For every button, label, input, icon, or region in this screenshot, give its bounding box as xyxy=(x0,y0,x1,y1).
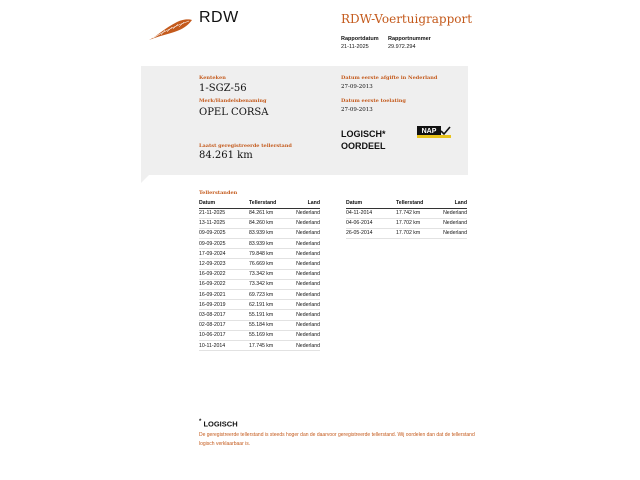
cell-reading: 73.342 km xyxy=(249,279,292,289)
odometer-table-left xyxy=(199,199,320,351)
col-reading: Tellerstand xyxy=(396,199,439,208)
table-row xyxy=(199,290,320,300)
cell-date: 09-09-2025 xyxy=(199,239,249,249)
cell-date: 21-11-2025 xyxy=(199,208,249,218)
report-date-block xyxy=(341,35,379,51)
brand-name: RDW xyxy=(199,9,239,26)
cell-reading: 55.184 km xyxy=(249,320,292,330)
table-row xyxy=(199,239,320,249)
col-country: Land xyxy=(292,199,320,208)
table-row xyxy=(346,218,467,228)
cell-country: Nederland xyxy=(292,228,320,238)
cell-country: Nederland xyxy=(292,218,320,228)
cell-date: 04-11-2014 xyxy=(346,208,396,218)
cell-date: 04-06-2014 xyxy=(346,218,396,228)
first-issue-nl-label: Datum eerste afgifte in Nederland xyxy=(341,75,438,81)
cell-country: Nederland xyxy=(292,249,320,259)
table-row xyxy=(199,340,320,350)
table-row xyxy=(346,208,467,218)
odometer-table-right xyxy=(346,199,467,239)
rdw-feather-logo-icon xyxy=(147,18,193,42)
cell-date: 02-08-2017 xyxy=(199,320,249,330)
cell-date: 10-06-2017 xyxy=(199,330,249,340)
table-row xyxy=(199,300,320,310)
nap-text: NAP xyxy=(421,128,437,136)
cell-country: Nederland xyxy=(292,330,320,340)
cell-date: 16-09-2022 xyxy=(199,279,249,289)
cell-reading: 55.191 km xyxy=(249,310,292,320)
footnote-title-text: LOGISCH xyxy=(203,419,238,429)
table-row xyxy=(199,310,320,320)
table-row xyxy=(199,208,320,218)
verdict-line-1: LOGISCH* xyxy=(341,129,386,139)
cell-reading: 84.261 km xyxy=(249,208,292,218)
footnote-text: De geregistreerde tellerstand is steeds hoger dan de daarvoor geregistreerde tellerstand. Wij oordelen dan dat de tellerstand logisch verklaarbaar is. xyxy=(199,432,475,447)
cell-country: Nederland xyxy=(292,340,320,350)
cell-reading: 55.169 km xyxy=(249,330,292,340)
odometer-label: Laatst geregistreerde tellerstand xyxy=(199,143,292,149)
plate-value: 1-SGZ-56 xyxy=(199,83,247,94)
plate-label: Kenteken xyxy=(199,75,226,81)
table-row xyxy=(199,249,320,259)
report-date-value: 21-11-2025 xyxy=(341,44,369,50)
table-row xyxy=(199,259,320,269)
col-country: Land xyxy=(439,199,467,208)
footnote-title xyxy=(199,419,238,429)
cell-date: 10-11-2014 xyxy=(199,340,249,350)
first-issue-nl-value: 27-09-2013 xyxy=(341,84,373,90)
cell-country: Nederland xyxy=(439,208,467,218)
table-row xyxy=(199,228,320,238)
vehicle-summary-panel xyxy=(141,66,468,175)
odometer-section-title: Tellerstanden xyxy=(199,190,238,196)
cell-country: Nederland xyxy=(292,310,320,320)
table-row xyxy=(199,269,320,279)
cell-date: 16-09-2019 xyxy=(199,300,249,310)
cell-country: Nederland xyxy=(439,228,467,238)
col-date: Datum xyxy=(199,199,249,208)
cell-date: 17-09-2024 xyxy=(199,249,249,259)
make-label: Merk/Handelsbenaming xyxy=(199,98,267,104)
cell-reading: 79.848 km xyxy=(249,249,292,259)
report-date-label: Rapportdatum xyxy=(341,36,379,42)
cell-country: Nederland xyxy=(292,300,320,310)
table-row xyxy=(199,320,320,330)
cell-date: 13-11-2025 xyxy=(199,218,249,228)
cell-reading: 73.342 km xyxy=(249,269,292,279)
col-date: Datum xyxy=(346,199,396,208)
cell-country: Nederland xyxy=(292,239,320,249)
cell-country: Nederland xyxy=(292,279,320,289)
cell-date: 16-09-2021 xyxy=(199,290,249,300)
report-title: RDW-Voertuigrapport xyxy=(341,12,473,26)
table-row xyxy=(199,218,320,228)
report-number-label: Rapportnummer xyxy=(388,36,431,42)
cell-date: 09-09-2025 xyxy=(199,228,249,238)
cell-date: 26-05-2014 xyxy=(346,228,396,238)
report-number-value: 29.972.294 xyxy=(388,44,416,50)
cell-date: 03-08-2017 xyxy=(199,310,249,320)
cell-date: 16-09-2022 xyxy=(199,269,249,279)
table-row xyxy=(199,330,320,340)
cell-country: Nederland xyxy=(292,269,320,279)
cell-reading: 83.939 km xyxy=(249,228,292,238)
report-number-block xyxy=(388,35,431,51)
cell-country: Nederland xyxy=(292,208,320,218)
cell-country: Nederland xyxy=(292,320,320,330)
verdict-line-2: OORDEEL xyxy=(341,141,386,151)
table-row xyxy=(199,279,320,289)
make-value: OPEL CORSA xyxy=(199,107,269,118)
cell-reading: 84.260 km xyxy=(249,218,292,228)
footnote-marker: * xyxy=(199,419,202,425)
cell-reading: 62.191 km xyxy=(249,300,292,310)
verdict xyxy=(341,128,386,152)
cell-reading: 83.939 km xyxy=(249,239,292,249)
cell-date: 12-09-2023 xyxy=(199,259,249,269)
first-admission-value: 27-09-2013 xyxy=(341,107,373,113)
cell-reading: 76.669 km xyxy=(249,259,292,269)
cell-country: Nederland xyxy=(439,218,467,228)
cell-reading: 17.742 km xyxy=(396,208,439,218)
nap-check-icon xyxy=(417,126,451,139)
cell-reading: 69.723 km xyxy=(249,290,292,300)
odometer-value: 84.261 km xyxy=(199,150,253,161)
cell-country: Nederland xyxy=(292,290,320,300)
cell-reading: 17.702 km xyxy=(396,218,439,228)
col-reading: Tellerstand xyxy=(249,199,292,208)
cell-reading: 17.745 km xyxy=(249,340,292,350)
cell-country: Nederland xyxy=(292,259,320,269)
first-admission-label: Datum eerste toelating xyxy=(341,98,406,104)
table-row xyxy=(346,228,467,238)
cell-reading: 17.702 km xyxy=(396,228,439,238)
